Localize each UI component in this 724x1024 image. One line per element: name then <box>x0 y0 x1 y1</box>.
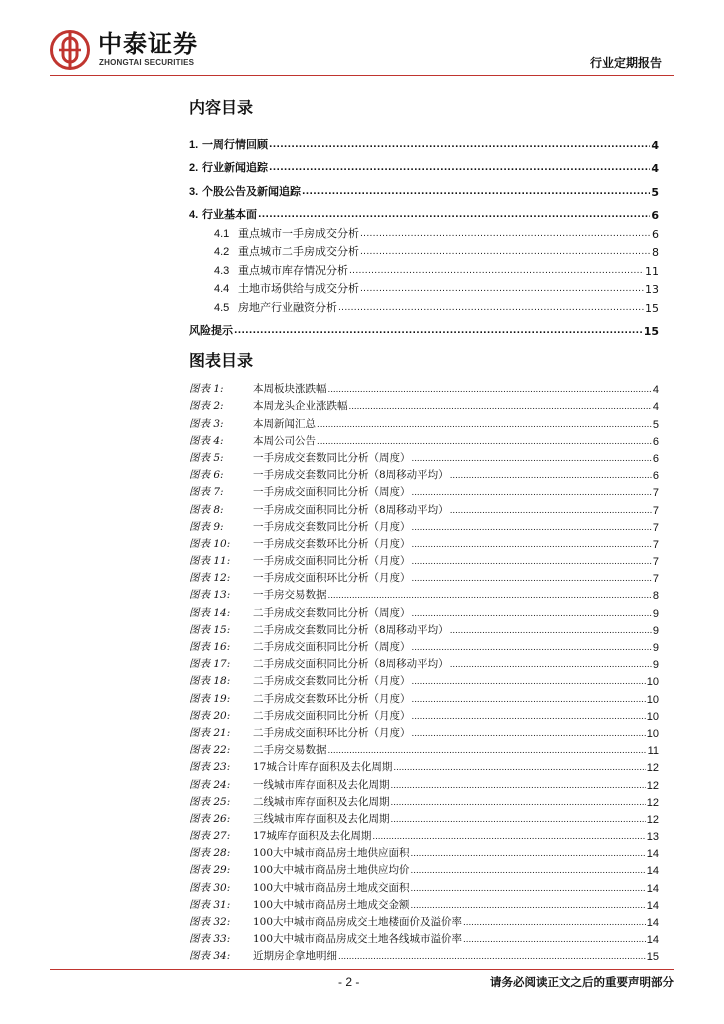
figures-title: 图表目录 <box>189 351 254 370</box>
leader-dots <box>391 798 646 808</box>
figure-entry[interactable] <box>189 379 659 396</box>
figure-title: 17城库存面积及去化周期 <box>253 830 372 843</box>
figure-number: 图表 1: <box>189 383 224 396</box>
leader-dots <box>317 420 652 430</box>
figure-number: 图表 23: <box>189 761 231 774</box>
leader-dots <box>302 187 650 197</box>
figure-number: 图表 15: <box>189 623 231 636</box>
figure-entry-label <box>189 519 411 534</box>
toc-entry-label <box>189 262 348 278</box>
figure-page: 9 <box>652 659 659 672</box>
figure-entry[interactable] <box>189 740 659 757</box>
toc-entry[interactable] <box>189 315 659 339</box>
figure-page: 6 <box>652 470 659 483</box>
toc-entry-label <box>189 225 359 241</box>
figure-entry-label <box>189 433 316 448</box>
figure-entry[interactable] <box>189 912 659 929</box>
leader-dots <box>412 557 652 567</box>
leader-dots <box>412 677 646 687</box>
figure-page: 11 <box>647 745 659 758</box>
figure-number: 图表 26: <box>189 812 231 825</box>
leader-dots <box>411 884 646 894</box>
leader-dots <box>412 695 646 705</box>
figure-number: 图表 13: <box>189 589 231 602</box>
figure-title: 二手房成交套数同比分析（月度） <box>253 675 411 688</box>
toc-entry-page: 6 <box>652 227 659 241</box>
report-type: 行业定期报告 <box>589 56 662 70</box>
leader-dots <box>450 660 652 670</box>
figure-entry[interactable] <box>189 877 659 894</box>
figure-title: 一手房成交面积同比分析（8周移动平均） <box>253 503 449 516</box>
figure-entry[interactable] <box>189 929 659 946</box>
leader-dots <box>463 918 646 928</box>
figure-title: 一手房交易数据 <box>253 589 327 602</box>
leader-dots <box>393 763 645 773</box>
figure-entry-label <box>189 845 410 860</box>
figure-number: 图表 3: <box>189 417 224 430</box>
figure-page: 9 <box>652 624 659 637</box>
figure-title: 一手房成交套数环比分析（月度） <box>253 537 411 550</box>
figure-entry[interactable] <box>189 431 659 448</box>
figure-page: 4 <box>652 401 659 414</box>
figure-number: 图表 28: <box>189 847 231 860</box>
figure-page: 4 <box>652 384 659 397</box>
figure-page: 7 <box>652 556 659 569</box>
toc-list <box>189 128 659 338</box>
figure-entry[interactable] <box>189 843 659 860</box>
figure-entry-label <box>189 484 411 499</box>
leader-dots <box>411 901 646 911</box>
figure-entry-label <box>189 605 411 620</box>
toc-entry-title: 房地产行业融资分析 <box>238 300 337 314</box>
page-header <box>0 0 724 76</box>
figure-title: 100大中城市商品房成交土地各线城市溢价率 <box>253 933 463 946</box>
figure-entry-label <box>189 416 316 431</box>
figure-number: 图表 32: <box>189 916 231 928</box>
figure-title: 一线城市库存面积及去化周期 <box>253 778 390 791</box>
toc-entry-label <box>189 280 359 296</box>
toc-entry-label <box>189 299 337 315</box>
figure-number: 图表 22: <box>189 744 231 757</box>
figure-page: 7 <box>652 504 659 517</box>
leader-dots <box>269 140 650 150</box>
toc-entry-page: 15 <box>645 301 659 315</box>
figure-title: 100大中城市商品房土地供应均价 <box>253 864 410 877</box>
figure-entry-label <box>189 931 462 946</box>
toc-entry-label <box>189 159 268 175</box>
figure-title: 本周公司公告 <box>253 434 316 447</box>
toc-entry-label <box>189 322 233 338</box>
figure-entry[interactable] <box>189 585 659 602</box>
figure-number: 图表 9: <box>189 520 224 533</box>
figure-entry[interactable] <box>189 499 659 516</box>
figure-title: 一手房成交面积环比分析（月度） <box>253 572 411 585</box>
leader-dots <box>463 935 646 945</box>
figure-entry[interactable] <box>189 517 659 534</box>
figure-entry[interactable] <box>189 774 659 791</box>
toc-entry[interactable] <box>189 296 659 315</box>
toc-entry-page: 13 <box>645 283 659 296</box>
leader-dots <box>349 402 652 412</box>
leader-dots <box>360 229 651 239</box>
figure-number: 图表 16: <box>189 641 231 653</box>
leader-dots <box>450 471 652 481</box>
toc-entry-number: 1. <box>189 138 199 151</box>
figure-number: 图表 7: <box>189 486 224 499</box>
figure-entry-label <box>189 811 390 826</box>
figure-entry[interactable] <box>189 465 659 482</box>
figure-entry[interactable] <box>189 757 659 774</box>
toc-entry-number: 4.3 <box>214 264 230 277</box>
figure-page: 10 <box>646 676 659 689</box>
figure-number: 图表 11: <box>189 555 231 568</box>
figure-number: 图表 2: <box>189 400 224 413</box>
leader-dots <box>412 609 652 619</box>
figure-title: 二手房交易数据 <box>253 744 327 757</box>
figure-title: 100大中城市商品房土地供应面积 <box>253 847 410 860</box>
figure-number: 图表 8: <box>189 503 224 516</box>
figure-page: 13 <box>646 831 659 844</box>
figure-entry-label <box>189 759 392 774</box>
figure-entry-label <box>189 467 449 482</box>
figure-entry-label <box>189 828 371 843</box>
figure-title: 一手房成交套数同比分析（周度） <box>253 451 411 464</box>
figure-page: 15 <box>646 951 659 964</box>
figure-title: 本周龙头企业涨跌幅 <box>253 400 348 413</box>
figure-entry-label <box>189 725 411 740</box>
leader-dots <box>360 284 644 294</box>
figure-page: 14 <box>646 848 659 861</box>
figure-entry[interactable] <box>189 723 659 740</box>
figure-entry[interactable] <box>189 895 659 912</box>
figure-entry-label <box>189 553 411 568</box>
toc-entry[interactable] <box>189 199 659 223</box>
figure-title: 二手房成交面积同比分析（月度） <box>253 709 411 722</box>
leader-dots <box>450 626 652 636</box>
figure-entry-label <box>189 708 411 723</box>
figure-entry[interactable] <box>189 482 659 499</box>
figure-entry-label <box>189 639 411 654</box>
figure-number: 图表 30: <box>189 881 231 894</box>
toc-entry-title: 土地市场供给与成交分析 <box>238 282 359 295</box>
figure-page: 7 <box>652 573 659 586</box>
toc-entry[interactable] <box>189 278 659 297</box>
figure-entry[interactable] <box>189 620 659 637</box>
figure-page: 12 <box>646 796 659 809</box>
figure-page: 10 <box>646 727 659 740</box>
toc-entry-number: 2. <box>189 162 199 174</box>
figure-number: 图表 19: <box>189 692 231 705</box>
figures-list <box>189 379 659 963</box>
leader-dots <box>391 781 646 791</box>
toc-entry-number: 4.2 <box>214 246 230 258</box>
leader-dots <box>234 326 643 336</box>
figure-entry[interactable] <box>189 706 659 723</box>
figure-page: 7 <box>652 538 659 551</box>
figure-number: 图表 29: <box>189 864 231 877</box>
figure-entry[interactable] <box>189 792 659 809</box>
figure-page: 5 <box>652 418 659 431</box>
figure-title: 本周板块涨跌幅 <box>253 383 327 396</box>
toc-entry-page: 11 <box>645 264 659 278</box>
brand-name-en: ZHONGTAI SECURITIES <box>99 58 195 67</box>
figure-number: 图表 14: <box>189 606 231 619</box>
toc-entry-page: 4 <box>651 138 659 152</box>
toc-entry-page: 15 <box>643 325 659 338</box>
figure-entry-label <box>189 897 410 912</box>
figure-entry-label <box>189 656 449 671</box>
figure-title: 本周新闻汇总 <box>253 417 316 430</box>
figure-entry[interactable] <box>189 671 659 688</box>
figure-number: 图表 25: <box>189 795 231 808</box>
figure-entry[interactable] <box>189 809 659 826</box>
toc-entry-number: 4.5 <box>214 301 230 314</box>
leader-dots <box>338 952 646 962</box>
toc-entry-page: 4 <box>651 162 659 175</box>
zhongtai-logo-icon <box>50 30 90 70</box>
toc-entry-label <box>189 183 301 199</box>
figure-entry[interactable] <box>189 826 659 843</box>
leader-dots <box>258 210 650 220</box>
toc-entry-title: 一周行情回顾 <box>202 137 269 151</box>
toc-entry[interactable] <box>189 241 659 260</box>
figure-entry-label <box>189 450 411 465</box>
leader-dots <box>328 591 652 601</box>
toc-entry-title: 风险提示 <box>189 324 233 337</box>
figure-entry[interactable] <box>189 396 659 413</box>
leader-dots <box>269 163 650 173</box>
figure-entry-label <box>189 673 411 688</box>
figure-entry-label <box>189 691 411 706</box>
figure-entry-label <box>189 948 337 963</box>
figure-entry-label <box>189 398 348 413</box>
figure-title: 一手房成交面积同比分析（周度） <box>253 486 411 499</box>
toc-entry-title: 重点城市库存情况分析 <box>238 263 348 277</box>
toc-entry-page: 6 <box>651 209 659 222</box>
figure-number: 图表 6: <box>189 469 224 482</box>
figure-entry-label <box>189 862 410 877</box>
leader-dots <box>412 643 652 653</box>
leader-dots <box>411 866 646 876</box>
figure-page: 12 <box>646 813 659 826</box>
figure-entry-label <box>189 880 410 895</box>
figure-page: 14 <box>646 899 659 912</box>
leader-dots <box>328 385 652 395</box>
figure-title: 二手房成交套数环比分析（月度） <box>253 692 411 705</box>
toc-entry-label <box>189 243 359 259</box>
figure-entry-label <box>189 536 411 551</box>
figure-number: 图表 27: <box>189 830 231 843</box>
figure-number: 图表 10: <box>189 537 231 550</box>
figure-number: 图表 4: <box>189 434 224 447</box>
figure-page: 7 <box>652 487 659 500</box>
figure-entry-label <box>189 914 462 929</box>
figure-number: 图表 17: <box>189 658 231 671</box>
leader-dots <box>412 540 652 550</box>
leader-dots <box>391 815 646 825</box>
figure-number: 图表 34: <box>189 950 231 963</box>
leader-dots <box>360 247 651 257</box>
figure-entry-label <box>189 587 327 602</box>
leader-dots <box>349 266 644 276</box>
figure-title: 二手房成交套数同比分析（8周移动平均） <box>253 623 449 636</box>
toc-entry-title: 重点城市二手房成交分析 <box>238 245 359 258</box>
toc-entry[interactable] <box>189 128 659 152</box>
figure-page: 14 <box>646 917 659 929</box>
figure-page: 6 <box>652 452 659 465</box>
figure-title: 二手房成交面积同比分析（周度） <box>253 641 411 653</box>
figure-page: 10 <box>646 693 659 706</box>
page-number: - 2 - <box>338 975 360 989</box>
leader-dots <box>412 454 652 464</box>
figure-title: 近期房企拿地明细 <box>253 950 337 963</box>
toc-entry-title: 行业新闻追踪 <box>202 161 269 174</box>
figure-entry-label <box>189 622 449 637</box>
toc-title: 内容目录 <box>189 98 254 117</box>
figure-number: 图表 20: <box>189 709 231 722</box>
toc-entry-label <box>189 136 268 152</box>
figure-number: 图表 21: <box>189 726 231 739</box>
toc-entry[interactable] <box>189 175 659 199</box>
brand-name-cn: 中泰证券 <box>98 30 198 58</box>
toc-entry-label <box>189 206 257 222</box>
leader-dots <box>372 832 645 842</box>
toc-entry-number: 4.4 <box>214 283 230 295</box>
figure-page: 7 <box>652 521 659 534</box>
disclaimer: 请务必阅读正文之后的重要声明部分 <box>490 975 674 989</box>
figure-entry[interactable] <box>189 860 659 877</box>
figure-title: 二手房成交面积环比分析（月度） <box>253 726 411 739</box>
figure-entry[interactable] <box>189 602 659 619</box>
figure-entry[interactable] <box>189 534 659 551</box>
figure-entry[interactable] <box>189 568 659 585</box>
figure-page: 8 <box>652 590 659 603</box>
leader-dots <box>317 437 652 447</box>
footer-divider <box>50 969 674 970</box>
leader-dots <box>328 746 647 756</box>
leader-dots <box>412 488 652 498</box>
toc-entry[interactable] <box>189 259 659 278</box>
figure-entry[interactable] <box>189 946 659 963</box>
figure-title: 100大中城市商品房成交土地楼面价及溢价率 <box>253 916 463 928</box>
leader-dots <box>412 729 646 739</box>
toc-entry-number: 4.1 <box>214 227 230 240</box>
toc-entry-title: 个股公告及新闻追踪 <box>202 184 302 198</box>
figure-entry[interactable] <box>189 637 659 654</box>
toc-entry[interactable] <box>189 222 659 241</box>
leader-dots <box>412 574 652 584</box>
toc-entry-title: 重点城市一手房成交分析 <box>238 226 359 240</box>
figure-entry-label <box>189 794 390 809</box>
figure-entry-label <box>189 742 327 757</box>
header-divider <box>50 75 674 76</box>
figure-page: 12 <box>646 779 659 792</box>
figure-title: 100大中城市商品房土地成交面积 <box>253 881 410 894</box>
figure-page: 14 <box>646 882 659 895</box>
leader-dots <box>338 303 644 313</box>
leader-dots <box>412 523 652 533</box>
toc-entry-title: 行业基本面 <box>202 208 258 221</box>
figure-title: 二手房成交套数同比分析（周度） <box>253 606 411 619</box>
figure-entry[interactable] <box>189 654 659 671</box>
figure-title: 二线城市库存面积及去化周期 <box>253 795 390 808</box>
figure-number: 图表 24: <box>189 778 231 791</box>
figure-title: 一手房成交套数同比分析（8周移动平均） <box>253 469 449 482</box>
figure-number: 图表 18: <box>189 675 231 688</box>
figure-title: 一手房成交套数同比分析（月度） <box>253 520 411 533</box>
figure-page: 12 <box>646 762 659 775</box>
figure-title: 一手房成交面积同比分析（月度） <box>253 555 411 568</box>
figure-page: 10 <box>646 710 659 723</box>
toc-entry[interactable] <box>189 152 659 176</box>
toc-entry-number: 3. <box>189 185 199 198</box>
figure-entry-label <box>189 570 411 585</box>
figure-page: 9 <box>652 607 659 620</box>
figure-title: 二手房成交面积同比分析（8周移动平均） <box>253 658 449 671</box>
toc-entry-number: 4. <box>189 209 199 221</box>
figure-number: 图表 31: <box>189 898 231 911</box>
leader-dots <box>411 849 646 859</box>
figure-page: 9 <box>652 642 659 654</box>
leader-dots <box>450 506 652 516</box>
figure-entry[interactable] <box>189 688 659 705</box>
figure-entry-label <box>189 502 449 517</box>
figure-number: 图表 33: <box>189 933 231 946</box>
figure-title: 17城合计库存面积及去化周期 <box>253 761 393 774</box>
figure-entry[interactable] <box>189 551 659 568</box>
figure-entry-label <box>189 381 327 396</box>
toc-entry-page: 8 <box>652 246 659 259</box>
figure-title: 三线城市库存面积及去化周期 <box>253 812 390 825</box>
figure-page: 6 <box>652 435 659 448</box>
figure-number: 图表 5: <box>189 451 224 464</box>
figure-title: 100大中城市商品房土地成交金额 <box>253 898 410 911</box>
figure-page: 14 <box>646 865 659 878</box>
figure-page: 14 <box>646 934 659 947</box>
toc-entry-page: 5 <box>651 185 659 199</box>
figure-number: 图表 12: <box>189 572 231 585</box>
figure-entry[interactable] <box>189 448 659 465</box>
leader-dots <box>412 712 646 722</box>
figure-entry[interactable] <box>189 413 659 430</box>
figure-entry-label <box>189 777 390 792</box>
